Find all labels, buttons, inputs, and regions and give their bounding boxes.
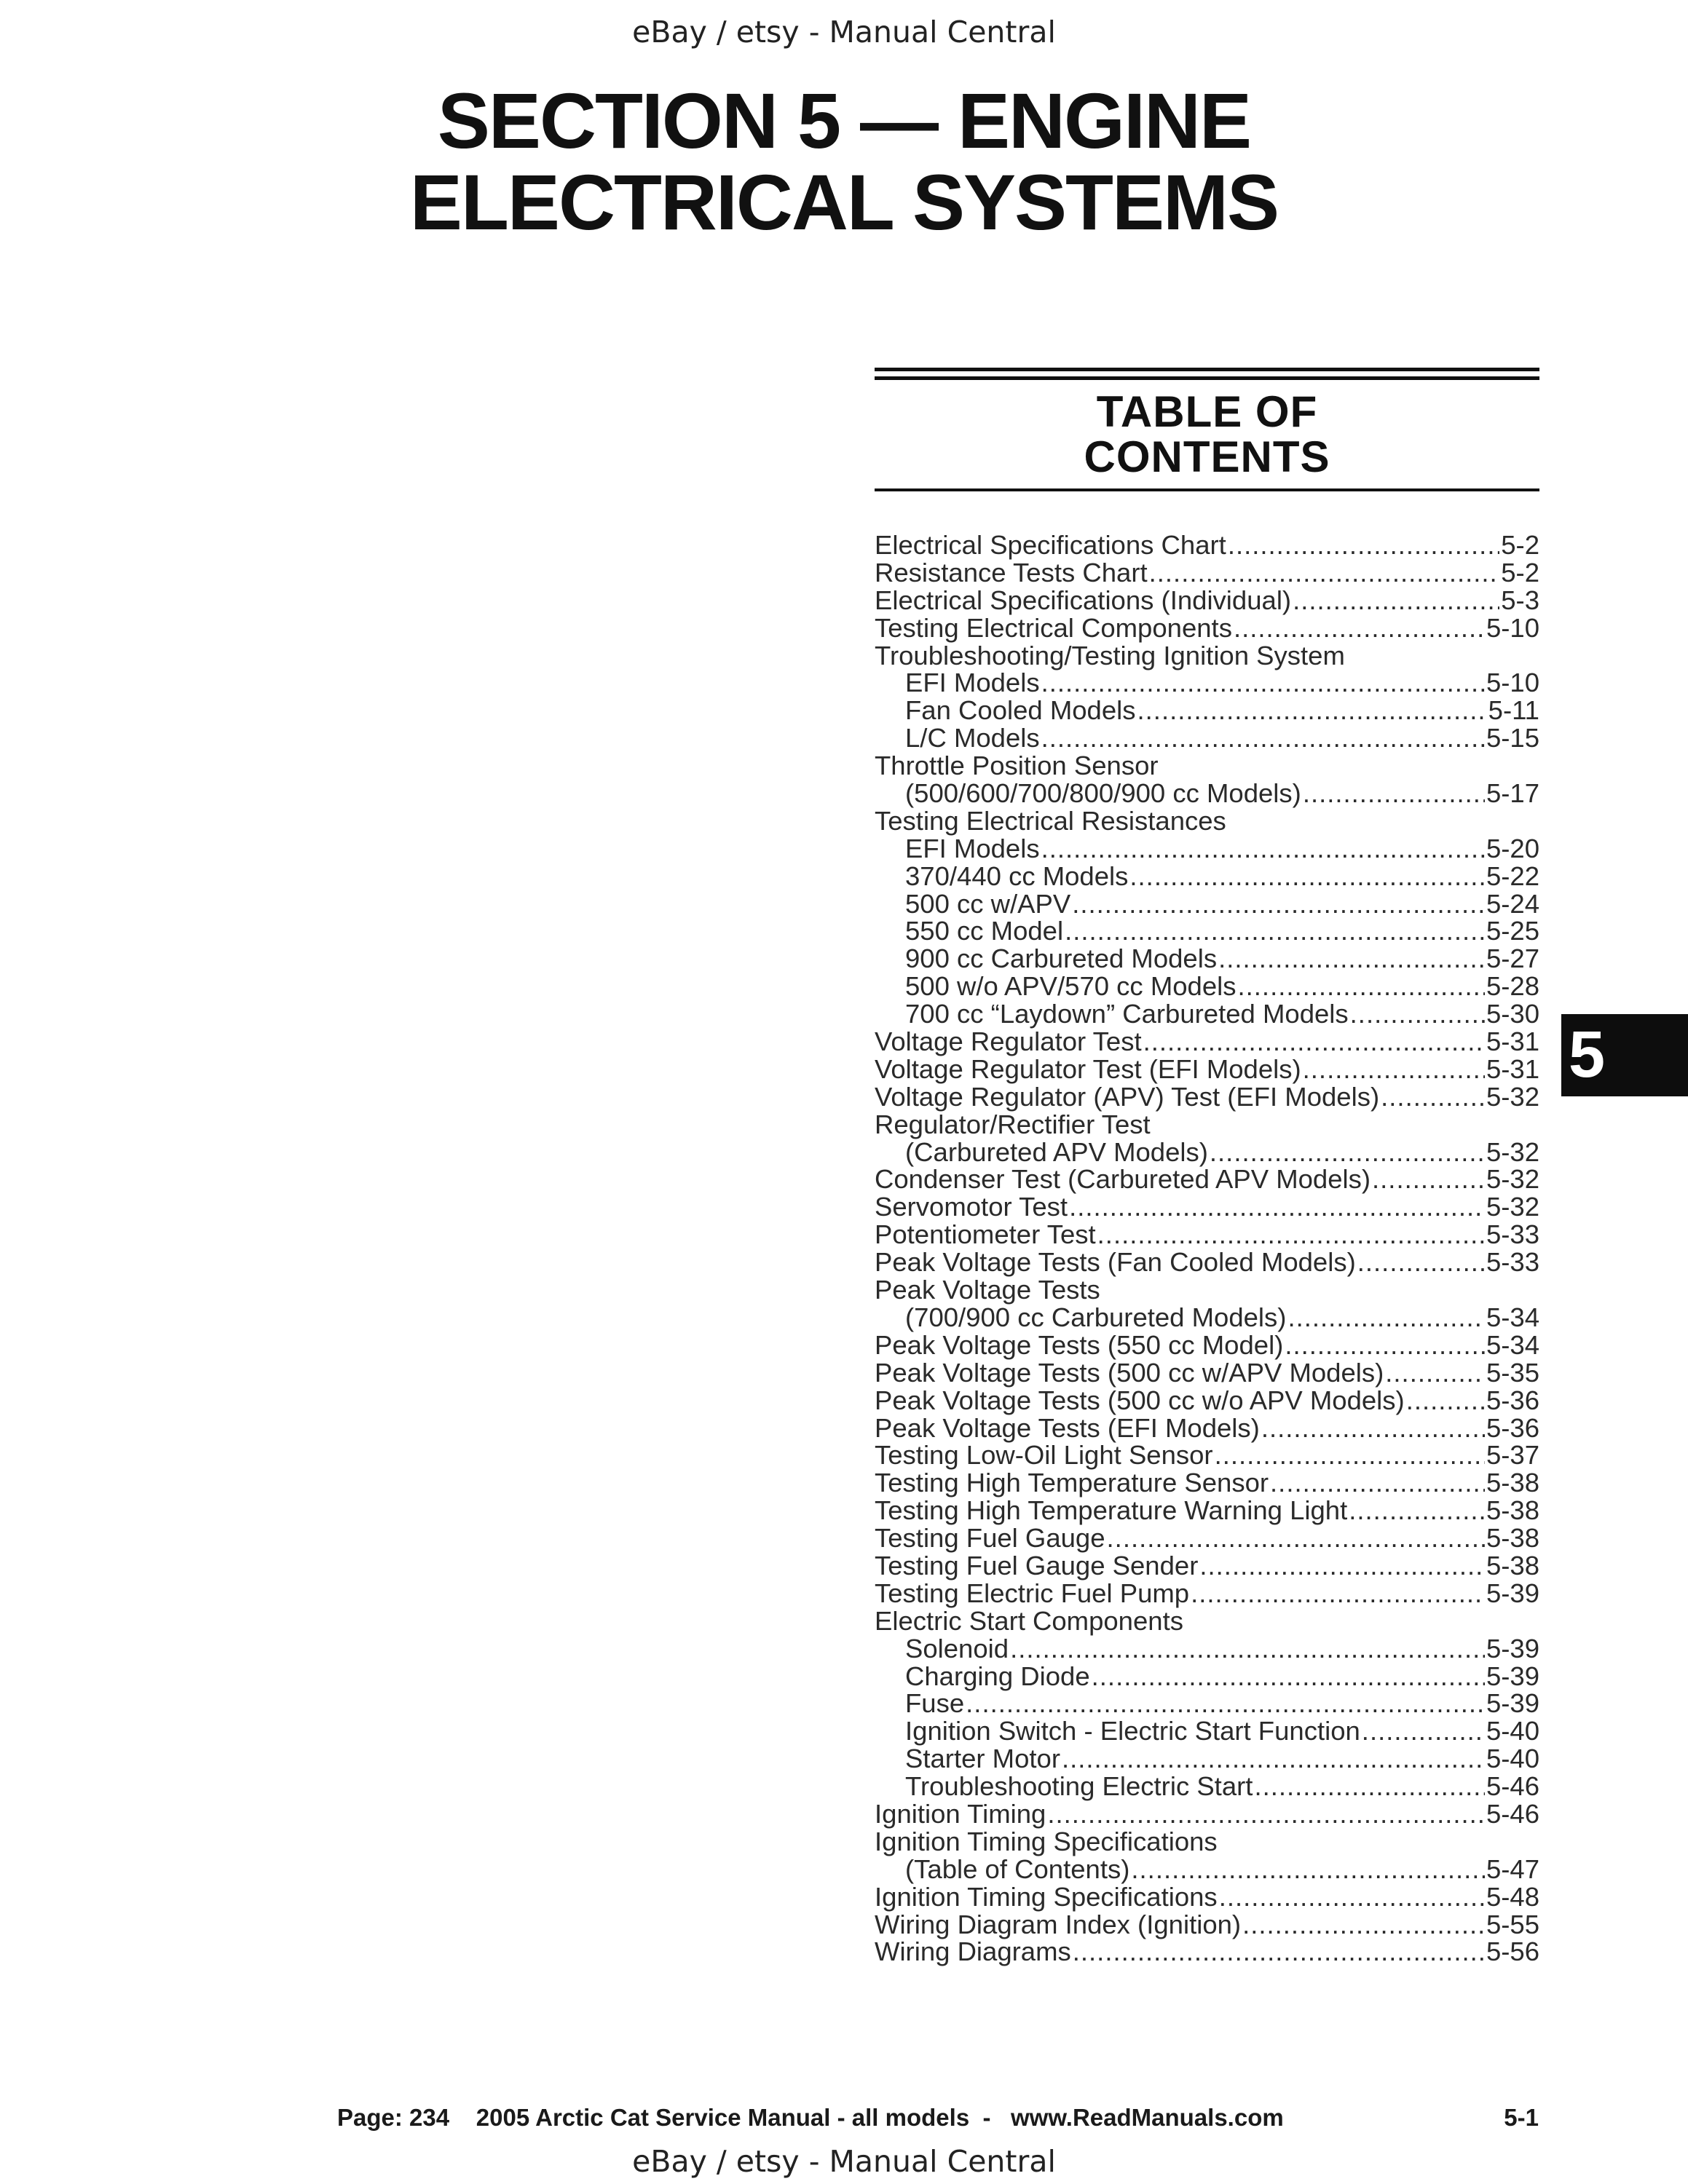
toc-entry (875, 587, 1539, 614)
toc-entry-page: 5-34 (1486, 1302, 1539, 1332)
toc-entry (875, 945, 1539, 973)
toc-dot-leader (1131, 1856, 1485, 1883)
toc-entry-page: 5-36 (1486, 1385, 1539, 1415)
toc-dot-leader (1381, 1083, 1485, 1111)
toc-entry-title: Troubleshooting Electric Start (905, 1771, 1253, 1802)
toc-entry (875, 1166, 1539, 1193)
toc-dot-leader (1287, 1304, 1484, 1332)
toc-top-rule-second (875, 376, 1539, 380)
toc-dot-leader (1349, 1497, 1485, 1524)
toc-dot-leader (1303, 780, 1485, 807)
toc-entry-page: 5-38 (1486, 1550, 1539, 1580)
toc-dot-leader (1041, 724, 1485, 752)
toc-entry-page: 5-48 (1486, 1881, 1539, 1912)
toc-dot-leader (1242, 1911, 1485, 1939)
toc-dot-leader (1234, 614, 1485, 642)
toc-entry-page: 5-34 (1486, 1329, 1539, 1360)
toc-entry (875, 669, 1539, 697)
toc-dot-leader (1357, 1249, 1485, 1276)
toc-dot-leader (1149, 559, 1500, 587)
toc-entry-title: (700/900 cc Carbureted Models) (905, 1302, 1287, 1332)
toc-dot-leader (1293, 587, 1499, 614)
toc-entry (875, 1717, 1539, 1745)
toc-entry (875, 724, 1539, 752)
toc-dot-leader (1303, 1056, 1485, 1083)
toc-entry (875, 1083, 1539, 1111)
toc-entry (875, 1249, 1539, 1276)
toc-entry (875, 697, 1539, 724)
toc-entry-title: Ignition Switch - Electric Start Function (905, 1716, 1360, 1746)
toc-entry-page: 5-33 (1486, 1247, 1539, 1278)
toc-entry-title: Wiring Diagram Index (Ignition) (875, 1909, 1242, 1939)
toc-entry (875, 614, 1539, 642)
toc-entry-page: 5-36 (1486, 1412, 1539, 1443)
toc-entry-title: Testing High Temperature Warning Light (875, 1495, 1348, 1526)
toc-entry-title: 500 w/o APV/570 cc Models (905, 971, 1237, 1002)
toc-entry (875, 642, 1539, 670)
toc-heading (875, 389, 1539, 480)
toc-entry-page: 5-47 (1486, 1853, 1539, 1884)
toc-entry-page: 5-32 (1486, 1192, 1539, 1222)
toc-heading-line-1: TABLE OF (1096, 387, 1318, 436)
watermark-bottom: eBay / etsy - Manual Central (632, 2144, 1056, 2179)
toc-entry (875, 1883, 1539, 1911)
toc-entry-page: 5-38 (1486, 1523, 1539, 1554)
toc-dot-leader (1215, 1441, 1485, 1469)
toc-entry (875, 1136, 1539, 1167)
toc-entry-page: 5-38 (1486, 1468, 1539, 1498)
toc-dot-leader (1238, 973, 1485, 1000)
toc-entry-page: 5-20 (1486, 833, 1539, 863)
toc-entry-title: 370/440 cc Models (905, 860, 1129, 891)
section-tab-marker (1561, 1014, 1688, 1096)
toc-entry-page: 5-46 (1486, 1771, 1539, 1802)
toc-entry-title: 900 cc Carbureted Models (905, 943, 1218, 974)
toc-dot-leader (1092, 1663, 1485, 1690)
toc-dot-leader (1270, 1469, 1485, 1497)
toc-entry-page: 5-24 (1486, 888, 1539, 919)
toc-entry (875, 1221, 1539, 1249)
toc-entry (875, 1359, 1539, 1387)
section-title-line-2: ELECTRICAL SYSTEMS (409, 158, 1279, 246)
toc-entry-title: Testing Low-Oil Light Sensor (875, 1440, 1213, 1471)
toc-entry-title: Ignition Timing (875, 1798, 1046, 1829)
toc-entry-title: (Table of Contents) (905, 1853, 1130, 1884)
toc-dot-leader (1218, 945, 1485, 973)
toc-top-rule (875, 368, 1539, 371)
toc-entry-title: EFI Models (905, 668, 1040, 698)
toc-entry (875, 1412, 1539, 1443)
toc-entry-page: 5-22 (1486, 860, 1539, 891)
toc-dot-leader (1072, 890, 1485, 918)
toc-entry-page: 5-39 (1486, 1661, 1539, 1691)
toc-entry (875, 1607, 1539, 1635)
toc-entry-title: 500 cc w/APV (905, 888, 1071, 919)
toc-dot-leader (1107, 1524, 1485, 1552)
toc-entry (875, 1635, 1539, 1663)
toc-entry-page: 5-25 (1486, 916, 1539, 946)
toc-entry-title: Regulator/Rectifier Test (875, 1109, 1151, 1139)
toc-entry-title: Electric Start Components (875, 1605, 1183, 1636)
toc-entry (875, 1745, 1539, 1773)
toc-entry (875, 1497, 1539, 1524)
toc-dot-leader (1065, 917, 1485, 945)
toc-entry (875, 1663, 1539, 1690)
toc-entry-title: (500/600/700/800/900 cc Models) (905, 778, 1301, 809)
toc-dot-leader (1385, 1359, 1485, 1387)
toc-entry-page: 5-31 (1486, 1053, 1539, 1084)
toc-entry-page: 5-40 (1486, 1716, 1539, 1746)
toc-entry (875, 1387, 1539, 1415)
toc-entry (875, 780, 1539, 807)
toc-dot-leader (1010, 1635, 1485, 1663)
toc-dot-leader (1210, 1139, 1485, 1166)
footer-page-number: 5-1 (1504, 2104, 1539, 2131)
toc-entry-title: Peak Voltage Tests (500 cc w/APV Models) (875, 1357, 1384, 1388)
toc-entry-page: 5-15 (1486, 723, 1539, 753)
toc-entry (875, 531, 1539, 559)
toc-entry-title: Charging Diode (905, 1661, 1090, 1691)
toc-entry-title: Peak Voltage Tests (550 cc Model) (875, 1329, 1284, 1360)
toc-entry-title: Wiring Diagrams (875, 1936, 1071, 1967)
toc-dot-leader (1261, 1415, 1485, 1442)
toc-dot-leader (1047, 1800, 1485, 1828)
toc-entry-title: Ignition Timing Specifications (875, 1826, 1218, 1856)
toc-dot-leader (1228, 531, 1499, 559)
toc-entry (875, 1911, 1539, 1939)
toc-entry-page: 5-28 (1486, 971, 1539, 1002)
toc-dot-leader (1285, 1332, 1485, 1359)
toc-entry-title: Peak Voltage Tests (875, 1275, 1100, 1305)
toc-entry (875, 1853, 1539, 1884)
toc-dot-leader (1372, 1166, 1485, 1193)
toc-entry-page: 5-10 (1486, 612, 1539, 643)
toc-entry (875, 1000, 1539, 1028)
toc-entry-page: 5-37 (1486, 1440, 1539, 1471)
toc-entry-title: Throttle Position Sensor (875, 751, 1159, 781)
toc-entry-page: 5-46 (1486, 1798, 1539, 1829)
toc-entry (875, 1580, 1539, 1607)
toc-entry-title: Ignition Timing Specifications (875, 1881, 1218, 1912)
toc-entry-page: 5-30 (1486, 999, 1539, 1029)
toc-entry (875, 1304, 1539, 1332)
toc-entry-page: 5-32 (1486, 1081, 1539, 1112)
toc-entry (875, 1111, 1539, 1139)
toc-entry (875, 1800, 1539, 1828)
toc-dot-leader (1062, 1745, 1485, 1773)
toc-entry (875, 807, 1539, 835)
toc-entry-title: Electrical Specifications (Individual) (875, 585, 1292, 615)
toc-dot-leader (1041, 835, 1485, 863)
toc-entry (875, 890, 1539, 918)
toc-entry (875, 835, 1539, 863)
toc-entry (875, 1690, 1539, 1717)
toc-dot-leader (1362, 1717, 1485, 1745)
toc-entry-title: 700 cc “Laydown” Carbureted Models (905, 999, 1349, 1029)
toc-entry-page: 5-31 (1486, 1026, 1539, 1057)
toc-entry (875, 1938, 1539, 1966)
toc-entry-page: 5-17 (1486, 778, 1539, 809)
toc-entry-title: Testing Electric Fuel Pump (875, 1578, 1190, 1608)
toc-entry-title: Fan Cooled Models (905, 695, 1136, 726)
toc-entry-page: 5-39 (1486, 1633, 1539, 1663)
toc-entry-title: Testing Fuel Gauge Sender (875, 1550, 1199, 1580)
toc-entry-title: Voltage Regulator (APV) Test (EFI Models) (875, 1081, 1380, 1112)
toc-entry (875, 1276, 1539, 1304)
toc-entry-page: 5-39 (1486, 1578, 1539, 1608)
toc-list (875, 531, 1539, 1966)
toc-entry-title: Voltage Regulator Test (875, 1026, 1142, 1057)
toc-bottom-rule (875, 488, 1539, 491)
toc-entry (875, 917, 1539, 945)
section-tab-number: 5 (1569, 1018, 1606, 1091)
toc-entry-title: Fuse (905, 1688, 965, 1719)
toc-entry-title: Voltage Regulator Test (EFI Models) (875, 1053, 1301, 1084)
toc-entry-title: Condenser Test (Carbureted APV Models) (875, 1164, 1371, 1195)
toc-dot-leader (1406, 1387, 1485, 1415)
toc-entry-title: Starter Motor (905, 1744, 1060, 1774)
toc-entry-title: Testing Fuel Gauge (875, 1523, 1105, 1554)
toc-entry-page: 5-2 (1501, 530, 1539, 560)
footer-info: Page: 234 2005 Arctic Cat Service Manual - all models - www.ReadManuals.com (337, 2104, 1284, 2131)
toc-entry-title: EFI Models (905, 833, 1040, 863)
toc-entry-page: 5-33 (1486, 1219, 1539, 1250)
toc-dot-leader (1073, 1938, 1485, 1966)
toc-entry (875, 1028, 1539, 1056)
toc-dot-leader (1069, 1193, 1485, 1221)
toc-entry-title: Peak Voltage Tests (500 cc w/o APV Models) (875, 1385, 1405, 1415)
toc-dot-leader (1199, 1552, 1485, 1580)
toc-entry-title: Testing High Temperature Sensor (875, 1468, 1269, 1498)
toc-entry (875, 1773, 1539, 1800)
toc-entry-title: Testing Electrical Resistances (875, 805, 1226, 836)
toc-dot-leader (1254, 1773, 1485, 1800)
toc-entry (875, 860, 1539, 891)
toc-entry-title: Peak Voltage Tests (Fan Cooled Models) (875, 1247, 1356, 1278)
toc-entry (875, 1828, 1539, 1856)
toc-entry (875, 559, 1539, 587)
toc-entry (875, 752, 1539, 780)
toc-entry-title: Peak Voltage Tests (EFI Models) (875, 1412, 1260, 1443)
toc-entry (875, 1193, 1539, 1221)
toc-dot-leader (1137, 697, 1487, 724)
toc-entry-page: 5-11 (1488, 695, 1539, 726)
toc-entry-page: 5-32 (1486, 1136, 1539, 1167)
toc-heading-line-2: CONTENTS (1084, 432, 1330, 481)
toc-entry-title: Testing Electrical Components (875, 612, 1232, 643)
toc-entry-page: 5-3 (1501, 585, 1539, 615)
toc-entry-page: 5-32 (1486, 1164, 1539, 1195)
toc-entry-page: 5-27 (1486, 943, 1539, 974)
watermark-top: eBay / etsy - Manual Central (632, 15, 1056, 50)
toc-entry-page: 5-35 (1486, 1357, 1539, 1388)
toc-dot-leader (1191, 1580, 1485, 1607)
toc-entry-title: Potentiometer Test (875, 1219, 1096, 1250)
toc-entry-title: Solenoid (905, 1633, 1009, 1663)
section-title (0, 76, 1688, 246)
toc-entry (875, 1329, 1539, 1360)
toc-dot-leader (1041, 669, 1485, 697)
toc-entry (875, 973, 1539, 1000)
toc-entry-title: L/C Models (905, 723, 1040, 753)
toc-dot-leader (1350, 1000, 1485, 1028)
toc-entry-title: Servomotor Test (875, 1192, 1068, 1222)
toc-entry-page: 5-10 (1486, 668, 1539, 698)
toc-entry (875, 1441, 1539, 1469)
toc-entry (875, 1552, 1539, 1580)
toc-dot-leader (1097, 1221, 1485, 1249)
page-footer (337, 2104, 1539, 2140)
toc-entry-page: 5-55 (1486, 1909, 1539, 1939)
toc-dot-leader (1219, 1883, 1485, 1911)
toc-dot-leader (1129, 863, 1485, 890)
section-title-line-1: SECTION 5 — ENGINE (437, 76, 1251, 165)
toc-entry-title: Troubleshooting/Testing Ignition System (875, 640, 1345, 670)
toc-entry-page: 5-2 (1501, 557, 1539, 587)
toc-entry-title: Electrical Specifications Chart (875, 530, 1226, 560)
toc-entry-page: 5-38 (1486, 1495, 1539, 1526)
toc-dot-leader (1143, 1028, 1485, 1056)
toc-entry-page: 5-56 (1486, 1936, 1539, 1967)
toc-entry (875, 1053, 1539, 1084)
toc-entry-title: Resistance Tests Chart (875, 557, 1148, 587)
toc-entry-title: 550 cc Model (905, 916, 1064, 946)
toc-dot-leader (966, 1690, 1485, 1717)
toc-entry (875, 1524, 1539, 1552)
toc-entry (875, 1469, 1539, 1497)
toc-entry-title: (Carbureted APV Models) (905, 1136, 1208, 1167)
toc-entry-page: 5-40 (1486, 1744, 1539, 1774)
toc-entry-page: 5-39 (1486, 1688, 1539, 1719)
